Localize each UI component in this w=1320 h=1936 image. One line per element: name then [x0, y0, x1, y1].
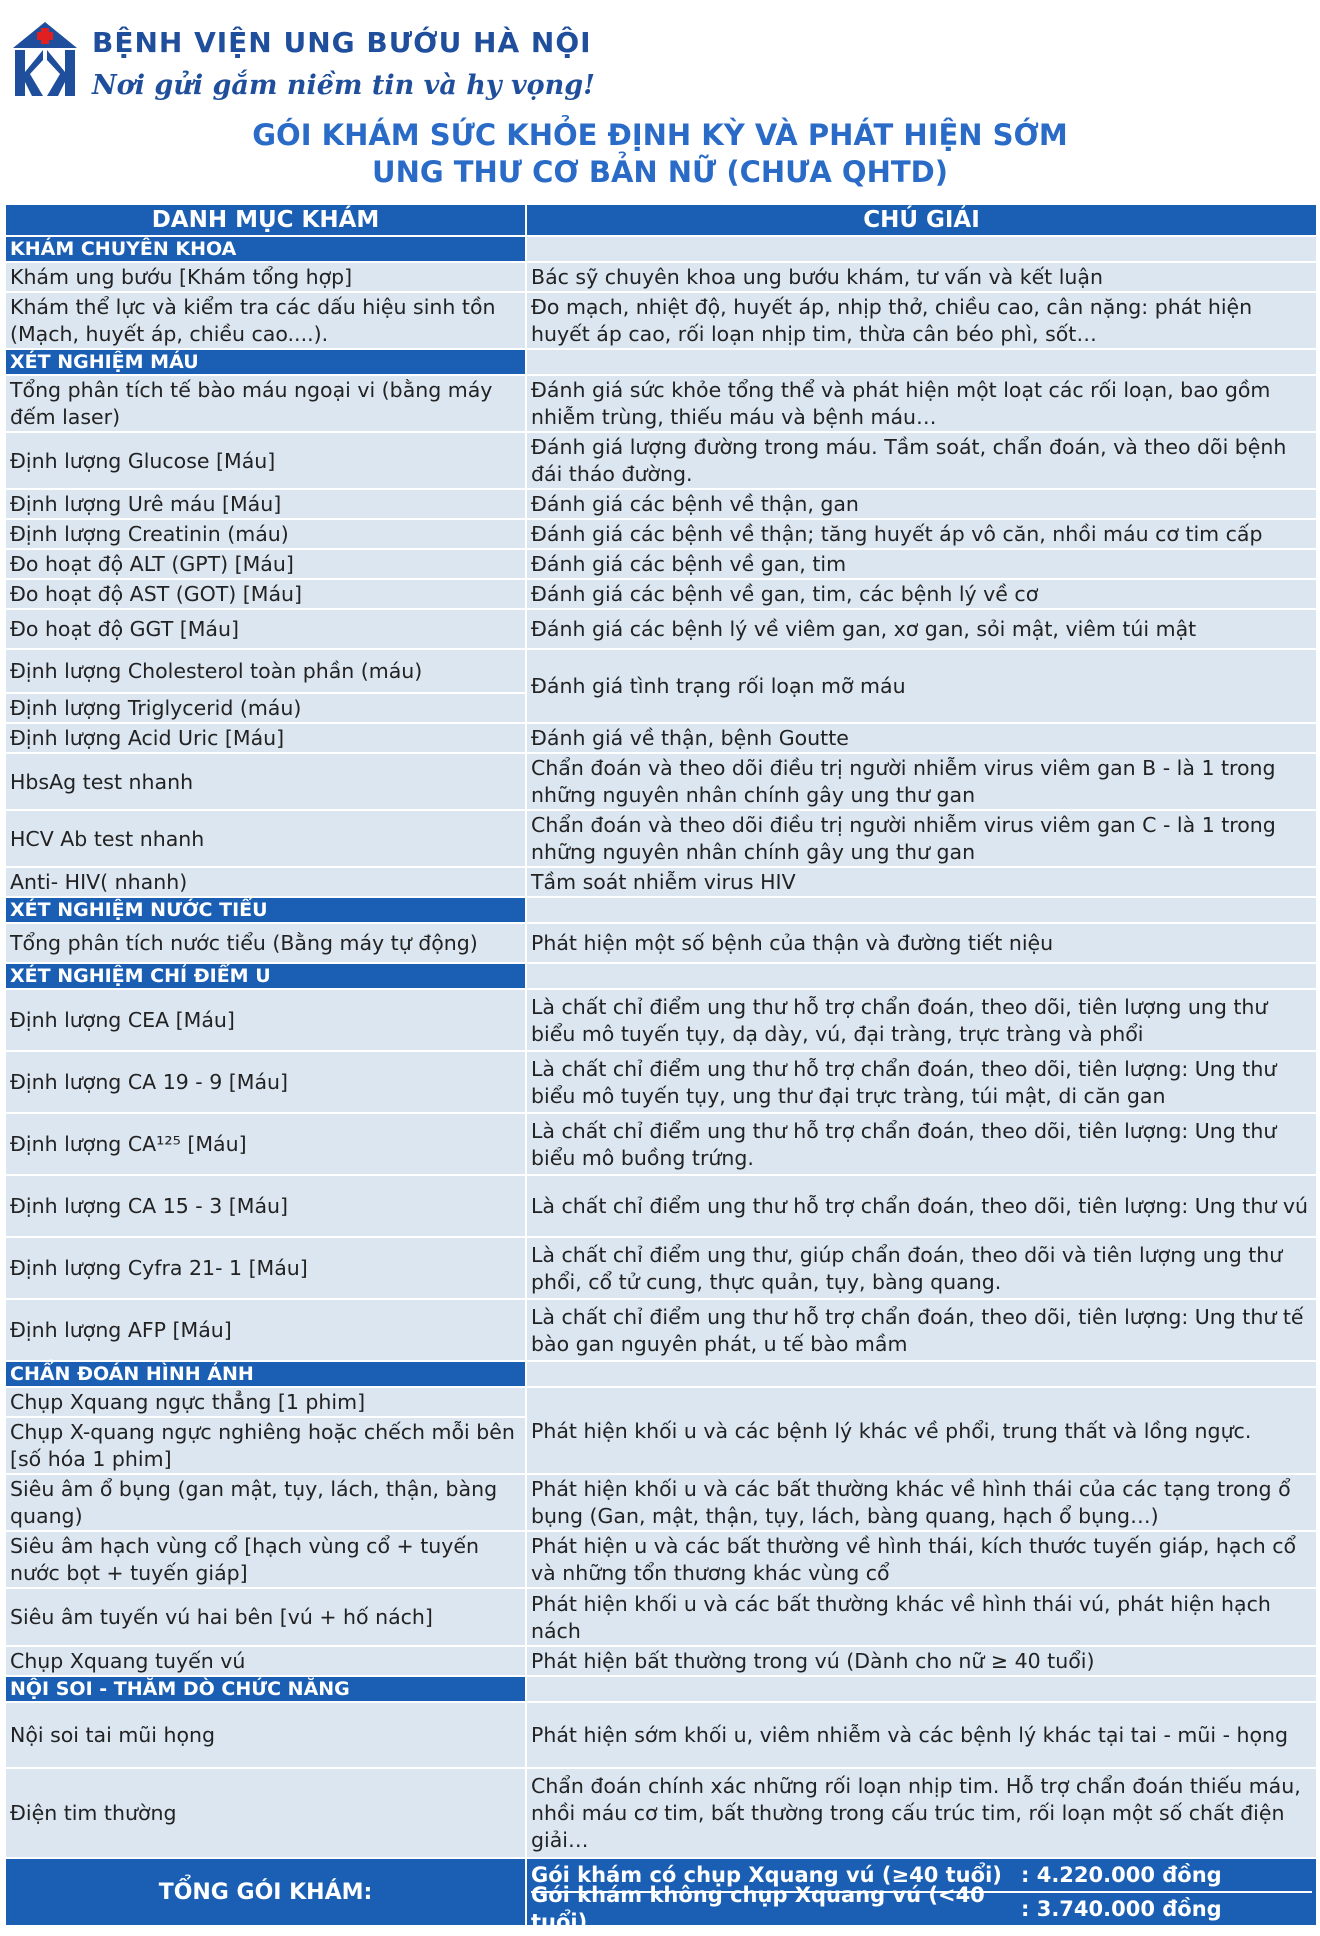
exam-item: Định lượng Acid Uric [Máu] — [5, 723, 526, 753]
total-row — [5, 1858, 1317, 1926]
table-row — [5, 753, 1317, 810]
exam-item: Định lượng Creatinin (máu) — [5, 519, 526, 549]
exam-note: Phát hiện khối u và các bất thường khác về hình thái vú, phát hiện hạch nách — [526, 1588, 1317, 1646]
exam-item: HbsAg test nhanh — [5, 753, 526, 810]
price-name: Gói khám không chụp Xquang vú (<40 tuổi) — [531, 1883, 985, 1934]
section-title: XÉT NGHIỆM NƯỚC TIỂU — [5, 897, 526, 923]
table-row — [5, 1702, 1317, 1768]
table-row — [5, 1051, 1317, 1113]
exam-note: Đánh giá lượng đường trong máu. Tầm soát, chẩn đoán, và theo dõi bệnh đái tháo đường. — [526, 432, 1317, 489]
table-row — [5, 375, 1317, 432]
exam-note: Phát hiện bất thường trong vú (Dành cho nữ ≥ 40 tuổi) — [526, 1646, 1317, 1676]
price-value: : 4.220.000 đồng — [1021, 1862, 1222, 1887]
table-row — [5, 262, 1317, 292]
exam-item: Siêu âm tuyến vú hai bên [vú + hố nách] — [5, 1588, 526, 1646]
exam-item: Định lượng CEA [Máu] — [5, 989, 526, 1051]
table-row — [5, 1113, 1317, 1175]
exam-item: Định lượng CA¹²⁵ [Máu] — [5, 1113, 526, 1175]
exam-note: Đánh giá các bệnh về gan, tim, các bệnh lý về cơ — [526, 579, 1317, 609]
exam-item: Siêu âm hạch vùng cổ [hạch vùng cổ + tuyến nước bọt + tuyến giáp] — [5, 1531, 526, 1588]
table-row — [5, 810, 1317, 867]
exam-note: Là chất chỉ điểm ung thư hỗ trợ chẩn đoán, theo dõi, tiên lượng: Ung thư biểu mô tuyến tụy, ung thư đại trực tràng, túi mật, di căn gan — [526, 1051, 1317, 1113]
price-name: Gói khám có chụp Xquang vú (≥40 tuổi) — [531, 1862, 1002, 1887]
exam-item: Định lượng Glucose [Máu] — [5, 432, 526, 489]
exam-note: Đánh giá các bệnh lý về viêm gan, xơ gan, sỏi mật, viêm túi mật — [526, 609, 1317, 649]
table-header-row — [5, 204, 1317, 236]
exam-note: Chẩn đoán và theo dõi điều trị người nhiễm virus viêm gan C - là 1 trong những nguyên nhân chính gây ung thư gan — [526, 810, 1317, 867]
exam-note: Đánh giá về thận, bệnh Goutte — [526, 723, 1317, 753]
exam-note: Phát hiện u và các bất thường về hình thái, kích thước tuyến giáp, hạch cổ và những tổn thương khác vùng cổ — [526, 1531, 1317, 1588]
section-title: CHẨN ĐOÁN HÌNH ẢNH — [5, 1361, 526, 1387]
exam-item: Định lượng Triglycerid (máu) — [5, 693, 526, 723]
exam-note: Đánh giá sức khỏe tổng thể và phát hiện một loạt các rối loạn, bao gồm nhiễm trùng, thiếu máu và bệnh máu… — [526, 375, 1317, 432]
total-label: TỔNG GÓI KHÁM: — [5, 1858, 526, 1926]
table-row — [5, 1768, 1317, 1858]
exam-note: Là chất chỉ điểm ung thư hỗ trợ chẩn đoán, theo dõi, tiên lượng ung thư biểu mô tuyến tụy, dạ dày, vú, đại tràng, trực tràng và phổi — [526, 989, 1317, 1051]
section-title: NỘI SOI - THĂM DÒ CHỨC NĂNG — [5, 1676, 526, 1702]
exam-note: Là chất chỉ điểm ung thư, giúp chẩn đoán, theo dõi và tiên lượng ung thư phổi, cổ tử cung, thực quản, tụy, bàng quang. — [526, 1237, 1317, 1299]
exam-item: Định lượng Cholesterol toàn phần (máu) — [5, 649, 526, 693]
exam-note: Phát hiện một số bệnh của thận và đường tiết niệu — [526, 923, 1317, 963]
exam-item: Đo hoạt độ ALT (GPT) [Máu] — [5, 549, 526, 579]
price-list — [526, 1858, 1317, 1934]
table-row — [5, 649, 1317, 693]
section-row — [5, 1676, 1317, 1702]
exam-item: Siêu âm ổ bụng (gan mật, tụy, lách, thận, bàng quang) — [5, 1474, 526, 1531]
table-row — [5, 1237, 1317, 1299]
table-row — [5, 989, 1317, 1051]
exam-item: Định lượng AFP [Máu] — [5, 1299, 526, 1361]
column-header-notes: CHÚ GIẢI — [526, 204, 1317, 236]
table-row — [5, 867, 1317, 897]
table-row — [5, 292, 1317, 349]
exam-item: Tổng phân tích nước tiểu (Bằng máy tự động) — [5, 923, 526, 963]
exam-item: HCV Ab test nhanh — [5, 810, 526, 867]
exam-note: Là chất chỉ điểm ung thư hỗ trợ chẩn đoán, theo dõi, tiên lượng: Ung thư vú — [526, 1175, 1317, 1237]
exam-item: Điện tim thường — [5, 1768, 526, 1858]
exam-note: Phát hiện sớm khối u, viêm nhiễm và các bệnh lý khác tại tai - mũi - họng — [526, 1702, 1317, 1768]
section-row — [5, 1361, 1317, 1387]
exam-item: Nội soi tai mũi họng — [5, 1702, 526, 1768]
exam-note: Đánh giá tình trạng rối loạn mỡ máu — [526, 649, 1317, 723]
section-title: KHÁM CHUYÊN KHOA — [5, 236, 526, 262]
exam-item: Tổng phân tích tế bào máu ngoại vi (bằng máy đếm laser) — [5, 375, 526, 432]
table-row — [5, 549, 1317, 579]
section-title: XÉT NGHIỆM MÁU — [5, 349, 526, 375]
exam-note: Là chất chỉ điểm ung thư hỗ trợ chẩn đoán, theo dõi, tiên lượng: Ung thư biểu mô buồng trứng. — [526, 1113, 1317, 1175]
exam-item: Chụp X-quang ngực nghiêng hoặc chếch mỗi bên [số hóa 1 phim] — [5, 1417, 526, 1474]
table-row — [5, 923, 1317, 963]
exam-note: Đánh giá các bệnh về thận; tăng huyết áp vô căn, nhồi máu cơ tim cấp — [526, 519, 1317, 549]
exam-item: Chụp Xquang tuyến vú — [5, 1646, 526, 1676]
price-value: : 3.740.000 đồng — [1021, 1896, 1222, 1921]
section-row — [5, 963, 1317, 989]
exam-item: Đo hoạt độ AST (GOT) [Máu] — [5, 579, 526, 609]
page-title-line2: UNG THƯ CƠ BẢN NỮ (CHƯA QHTD) — [372, 155, 948, 189]
hospital-name: BỆNH VIỆN UNG BƯỚU HÀ NỘI — [92, 26, 592, 59]
table-row — [5, 723, 1317, 753]
exam-note: Chẩn đoán chính xác những rối loạn nhịp tim. Hỗ trợ chẩn đoán thiếu máu, nhồi máu cơ tim, bất thường trong cấu trúc tim, rối loạn một số chất điện giải… — [526, 1768, 1317, 1858]
exam-note: Đánh giá các bệnh về gan, tim — [526, 549, 1317, 579]
exam-note: Chẩn đoán và theo dõi điều trị người nhiễm virus viêm gan B - là 1 trong những nguyên nhân chính gây ung thư gan — [526, 753, 1317, 810]
exam-item: Khám thể lực và kiểm tra các dấu hiệu sinh tồn (Mạch, huyết áp, chiều cao....). — [5, 292, 526, 349]
table-row — [5, 1474, 1317, 1531]
table-row — [5, 1531, 1317, 1588]
table-row — [5, 579, 1317, 609]
table-row — [5, 609, 1317, 649]
section-row — [5, 236, 1317, 262]
section-title: XÉT NGHIỆM CHỈ ĐIỂM U — [5, 963, 526, 989]
exam-note: Tầm soát nhiễm virus HIV — [526, 867, 1317, 897]
table-row — [5, 489, 1317, 519]
table-row — [5, 1646, 1317, 1676]
hospital-slogan: Nơi gửi gắm niềm tin và hy vọng! — [92, 70, 596, 101]
exam-item: Định lượng CA 15 - 3 [Máu] — [5, 1175, 526, 1237]
section-row — [5, 349, 1317, 375]
section-row — [5, 897, 1317, 923]
exam-item: Định lượng CA 19 - 9 [Máu] — [5, 1051, 526, 1113]
table-row — [5, 519, 1317, 549]
exam-item: Khám ung bướu [Khám tổng hợp] — [5, 262, 526, 292]
exam-note: Bác sỹ chuyên khoa ung bướu khám, tư vấn và kết luận — [526, 262, 1317, 292]
table-row — [5, 1299, 1317, 1361]
table-row — [5, 1175, 1317, 1237]
hospital-logo-icon — [10, 20, 80, 102]
exam-item: Anti- HIV( nhanh) — [5, 867, 526, 897]
exam-note: Đo mạch, nhiệt độ, huyết áp, nhịp thở, chiều cao, cân nặng: phát hiện huyết áp cao, rối loạn nhịp tim, thừa cân béo phì, sốt… — [526, 292, 1317, 349]
exam-note: Phát hiện khối u và các bất thường khác về hình thái của các tạng trong ổ bụng (Gan, mật, thận, tụy, lách, bàng quang, hạch ổ bụng…) — [526, 1474, 1317, 1531]
page-header — [0, 0, 1320, 210]
exam-item: Định lượng Urê máu [Máu] — [5, 489, 526, 519]
page-title-line1: GÓI KHÁM SỨC KHỎE ĐỊNH KỲ VÀ PHÁT HIỆN SỚM — [252, 118, 1068, 152]
exam-note: Là chất chỉ điểm ung thư hỗ trợ chẩn đoán, theo dõi, tiên lượng: Ung thư tế bào gan nguyên phát, u tế bào mầm — [526, 1299, 1317, 1361]
column-header-items: DANH MỤC KHÁM — [5, 204, 526, 236]
exam-table — [4, 203, 1316, 1934]
exam-note: Phát hiện khối u và các bệnh lý khác về phổi, trung thất và lồng ngực. — [526, 1387, 1317, 1474]
exam-note: Đánh giá các bệnh về thận, gan — [526, 489, 1317, 519]
table-row — [5, 1588, 1317, 1646]
exam-item: Định lượng Cyfra 21- 1 [Máu] — [5, 1237, 526, 1299]
table-row — [5, 1387, 1317, 1417]
exam-item: Chụp Xquang ngực thẳng [1 phim] — [5, 1387, 526, 1417]
table-row — [5, 432, 1317, 489]
exam-item: Đo hoạt độ GGT [Máu] — [5, 609, 526, 649]
